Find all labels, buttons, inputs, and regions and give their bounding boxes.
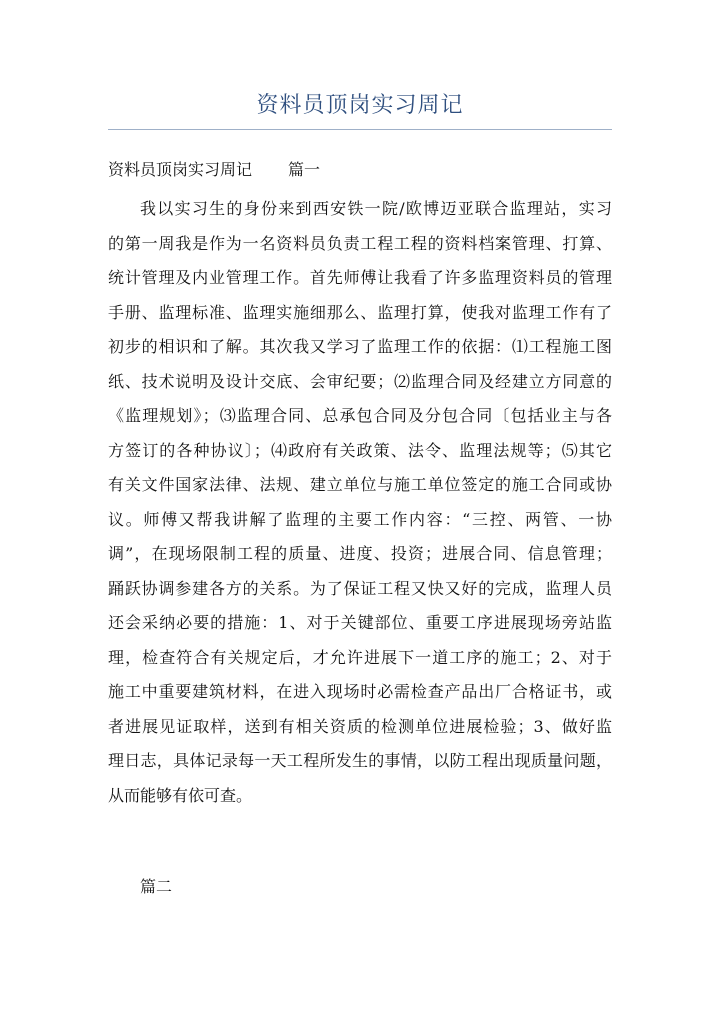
paragraph-line: 议。师傅又帮我讲解了监理的主要工作内容：“三控、两管、一协 bbox=[108, 509, 612, 529]
paragraph-line: 从而能够有依可查。 bbox=[108, 785, 253, 805]
paragraph-line: 踊跃协调参建各方的关系。为了保证工程又快又好的完成，监理人员 bbox=[108, 578, 612, 598]
title-divider bbox=[108, 129, 612, 130]
body-paragraph bbox=[108, 192, 612, 813]
paragraph-line: 初步的相识和了解。其次我又学习了监理工作的依据：⑴工程施工图 bbox=[108, 337, 612, 356]
paragraph-line: 我以实习生的身份来到西安铁一院/欧博迈亚联合监理站，实习 bbox=[140, 199, 612, 218]
paragraph-line: 理，检查符合有关规定后，才允许进展下一道工序的施工；2、对于 bbox=[108, 647, 612, 667]
section-heading-label: 资料员顶岗实习周记 bbox=[108, 160, 253, 179]
paragraph-line: 的第一周我是作为一名资料员负责工程工程的资料档案管理、打算、 bbox=[108, 233, 612, 253]
paragraph-line: 理日志，具体记录每一天工程所发生的事情，以防工程出现质量问题， bbox=[108, 751, 612, 770]
document-title: 资料员顶岗实习周记 bbox=[256, 93, 464, 118]
paragraph-line: 调”，在现场限制工程的质量、进度、投资；进展合同、信息管理； bbox=[108, 544, 612, 563]
next-section-heading: 篇二 bbox=[140, 877, 173, 896]
paragraph-line: 纸、技术说明及设计交底、会审纪要；⑵监理合同及经建立方同意的 bbox=[108, 371, 612, 391]
section-heading bbox=[108, 157, 320, 180]
paragraph-line: 方签订的各种协议〕；⑷政府有关政策、法令、监理法规等；⑸其它 bbox=[108, 440, 612, 460]
paragraph-line: 施工中重要建筑材料，在进入现场时必需检查产品出厂合格证书，或 bbox=[108, 682, 612, 701]
paragraph-line: 手册、监理标准、监理实施细那么、监理打算，使我对监理工作有了 bbox=[108, 302, 612, 322]
paragraph-line: 《监理规划》；⑶监理合同、总承包合同及分包合同〔包括业主与各 bbox=[108, 406, 612, 425]
paragraph-line: 统计管理及内业管理工作。首先师傅让我看了许多监理资料员的管理 bbox=[108, 268, 612, 287]
paragraph-line: 还会采纳必要的措施：1、对于关键部位、重要工序进展现场旁站监 bbox=[108, 613, 612, 632]
paragraph-line: 者进展见证取样，送到有相关资质的检测单位进展检验；3、做好监 bbox=[108, 716, 612, 736]
section-heading-part: 篇一 bbox=[288, 160, 321, 179]
paragraph-line: 有关文件国家法律、法规、建立单位与施工单位签定的施工合同或协 bbox=[108, 475, 612, 494]
